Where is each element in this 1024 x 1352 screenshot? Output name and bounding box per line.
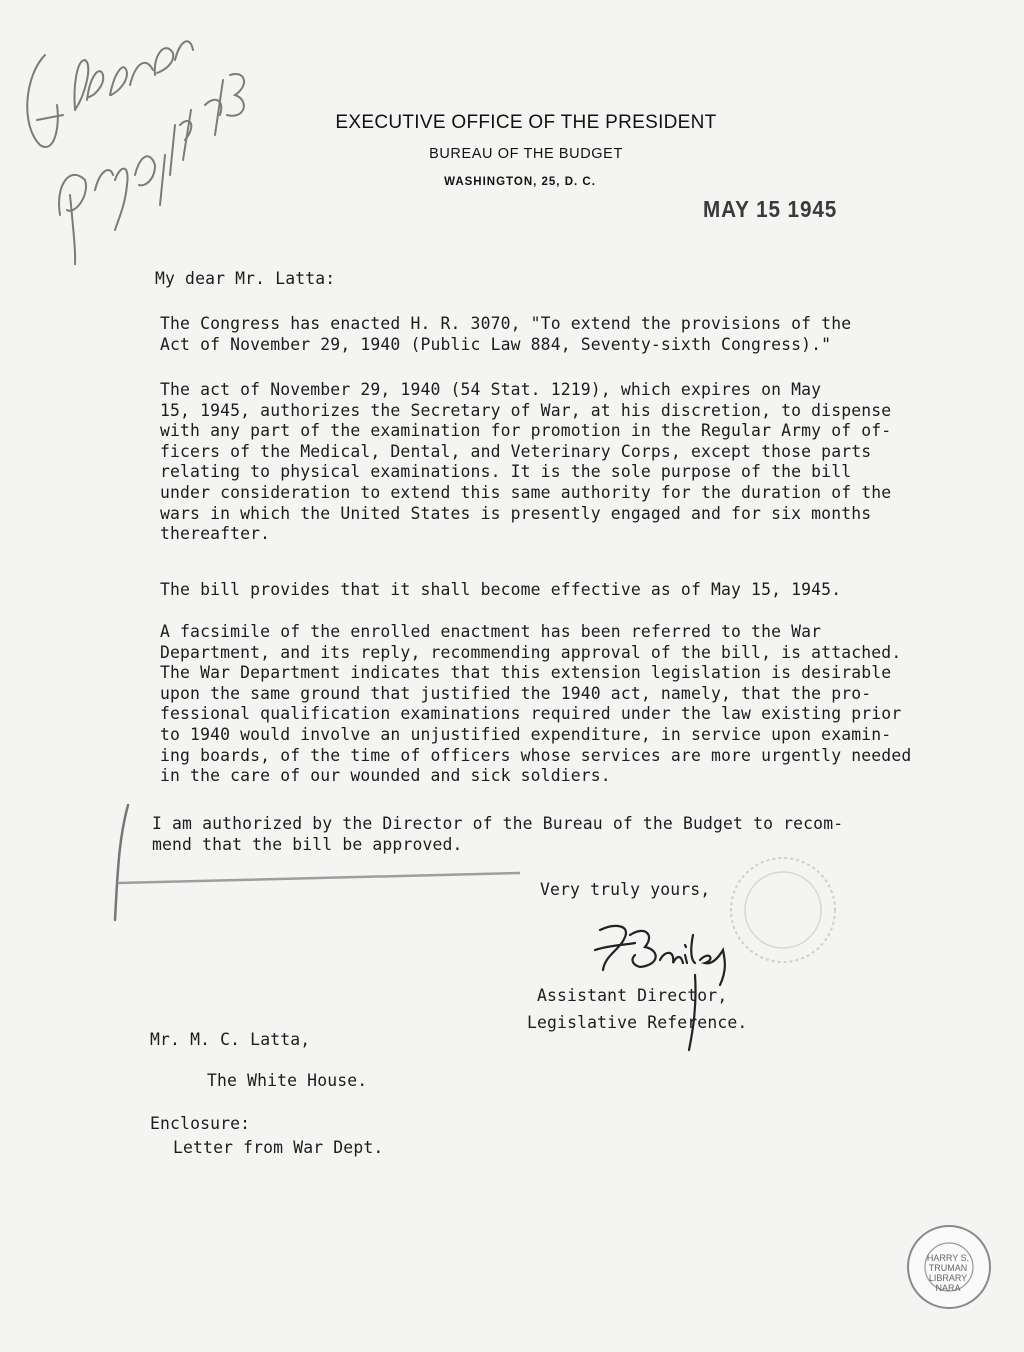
paragraph-4-text: A facsimile of the enrolled enactment has been referred to the War Department, and its reply, recommending approval of the bill, is attached. The War Department indicates that this extension legislation is desirable upon the same ground that justified the 1940 act, namely, that the pro- fessional qualification examinations required under the law existing prior to 1940 would involve an unjustified expenditure, in service upon examin- ing boards, of the time of officers whose services are more urgently needed in the care of our wounded and sick soldiers.	[160, 622, 912, 786]
letterhead-office: EXECUTIVE OFFICE OF THE PRESIDENT	[335, 112, 717, 133]
date-stamp: MAY 15 1945	[703, 196, 838, 222]
recipient-name: Mr. M. C. Latta,	[150, 1030, 311, 1049]
pencil-margin-mark	[100, 800, 520, 930]
closing: Very truly yours,	[540, 880, 711, 899]
enclosure-label: Enclosure:	[150, 1114, 251, 1133]
paragraph-4	[160, 622, 911, 787]
letterhead-city: WASHINGTON, 25, D. C.	[444, 176, 596, 188]
paragraph-3-text: The bill provides that it shall become effective as of May 15, 1945.	[160, 580, 842, 599]
enclosure-item: Letter from War Dept.	[173, 1138, 384, 1157]
signer-title-1: Assistant Director,	[537, 986, 728, 1005]
signer-title-2: Legislative Reference.	[527, 1013, 748, 1032]
archive-seal-label: HARRY S. TRUMAN LIBRARY NARA	[926, 1253, 970, 1293]
signature	[585, 915, 755, 1055]
paragraph-1	[160, 314, 851, 355]
paragraph-2-text: The act of November 29, 1940 (54 Stat. 1219), which expires on May 15, 1945, authorizes the Secretary of War, at his discretion, to dispense with any part of the examination for promotion in the Regular Army of of- ficers of the Medical, Dental, and Veterinary Corps, except those parts relating to physical examinations. It is the sole purpose of the bill under consideration to extend this same authority for the duration of the wars in which the United States is presently engaged and for six months thereafter.	[160, 380, 892, 544]
paragraph-1-text: The Congress has enacted H. R. 3070, "To extend the provisions of the Act of November 29, 1940 (Public Law 884, Seventy-sixth Congress)."	[160, 314, 852, 354]
paragraph-3	[160, 580, 841, 601]
paragraph-2	[160, 380, 891, 545]
recipient-location: The White House.	[207, 1071, 368, 1090]
letterhead-bureau: BUREAU OF THE BUDGET	[429, 146, 623, 162]
salutation: My dear Mr. Latta:	[155, 269, 336, 288]
handwritten-approval-note	[15, 15, 275, 265]
paragraph-5-text: I am authorized by the Director of the Bureau of the Budget to recom- mend that the bill be approved.	[152, 814, 844, 854]
